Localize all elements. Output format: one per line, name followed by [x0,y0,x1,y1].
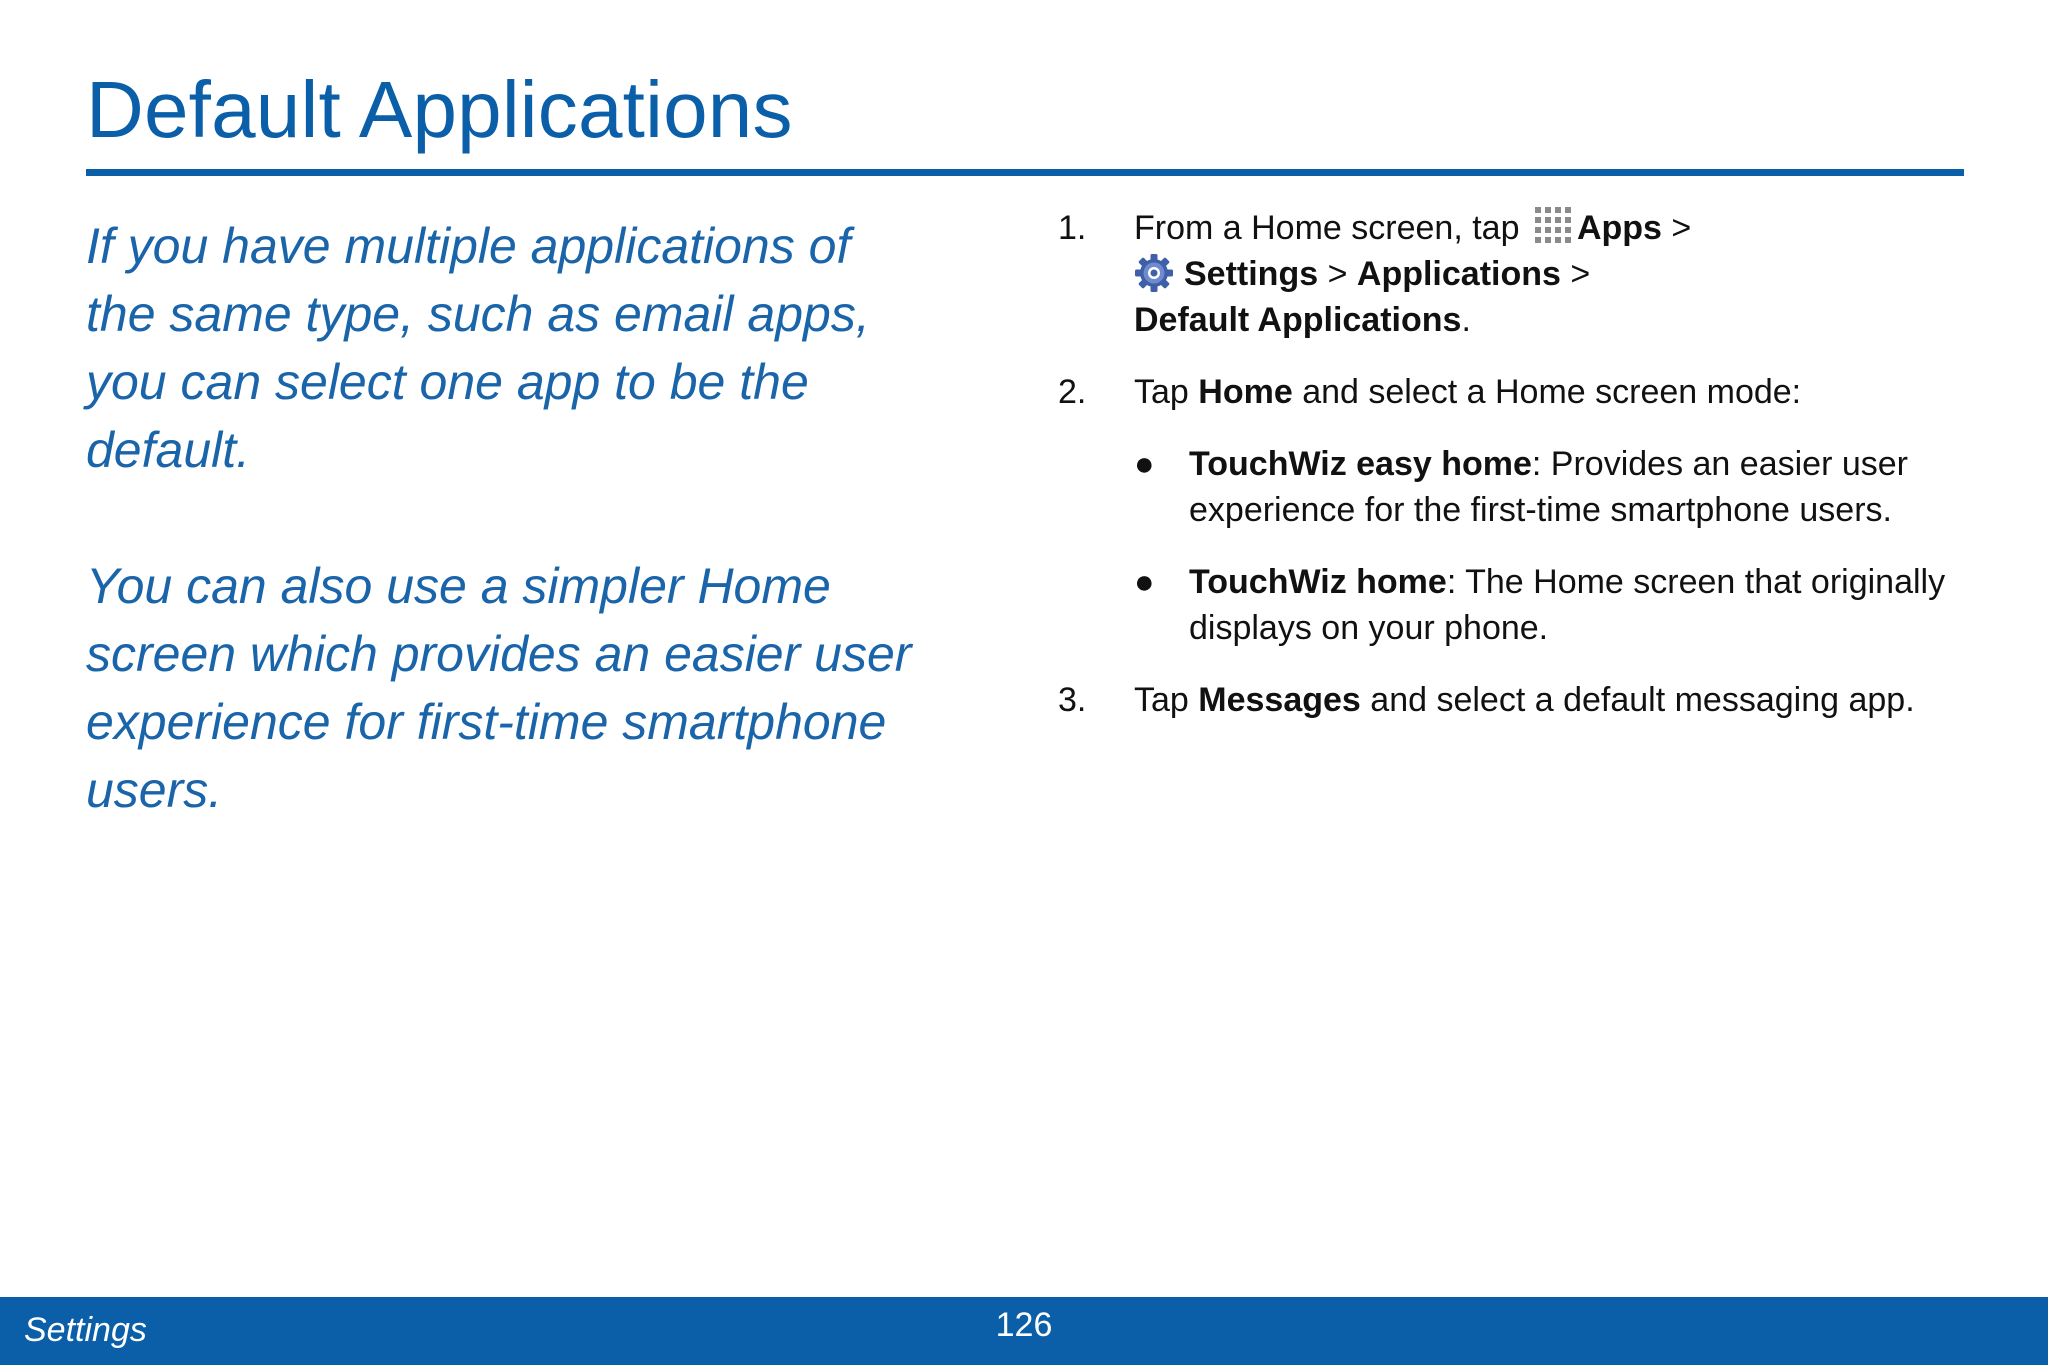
apps-label: Apps [1576,209,1662,247]
step-1-end: . [1461,301,1471,339]
messages-label: Messages [1198,681,1361,719]
step-2 [1058,369,1968,651]
step-number: 3. [1058,681,1087,719]
step-number: 1. [1058,209,1087,247]
bullet-item-touchwiz-home [1134,559,1968,651]
step-text [1134,677,1968,723]
step-3-pre: Tap [1134,681,1189,719]
bullet-label: TouchWiz home [1189,563,1447,601]
home-mode-list [1134,441,1968,651]
page-title: Default Applications [86,65,793,154]
intro-text [86,212,1026,824]
step-2-pre: Tap [1134,373,1189,411]
applications-label: Applications [1356,255,1561,293]
step-text [1134,369,1968,415]
intro-paragraph-2: You can also use a simpler Home screen which provides an easier user experience for first-time smartphone users. [86,558,912,818]
step-text [1134,205,1968,343]
step-3 [1058,677,1968,723]
apps-grid-icon [1533,205,1573,245]
footer-bar [0,1297,2048,1365]
title-divider [86,169,1964,176]
default-applications-label: Default Applications [1134,301,1462,339]
footer-section-name: Settings [24,1311,147,1349]
separator: > [1570,255,1591,293]
steps-list [1058,205,1968,749]
separator: > [1671,209,1692,247]
bullet-dot-icon: ● [1134,445,1155,483]
step-3-post: and select a default messaging app. [1370,681,1915,719]
intro-paragraph-1: If you have multiple applications of the same type, such as email apps, you can select one app to be the default. [86,218,870,478]
step-1-pre: From a Home screen, tap [1134,209,1520,247]
step-2-post: and select a Home screen mode: [1302,373,1802,411]
step-number: 2. [1058,373,1087,411]
settings-gear-icon [1134,253,1174,293]
bullet-item-easy-home [1134,441,1968,533]
bullet-dot-icon: ● [1134,563,1155,601]
separator: > [1327,255,1348,293]
settings-label: Settings [1184,255,1319,293]
bullet-text: : Provides an easier user experience for the first-time smartphone users. [1189,445,1908,529]
page-number: 126 [995,1306,1053,1344]
home-label: Home [1198,373,1293,411]
bullet-label: TouchWiz easy home [1189,445,1532,483]
step-1 [1058,205,1968,343]
bullet-text: : The Home screen that originally displays on your phone. [1189,563,1946,647]
